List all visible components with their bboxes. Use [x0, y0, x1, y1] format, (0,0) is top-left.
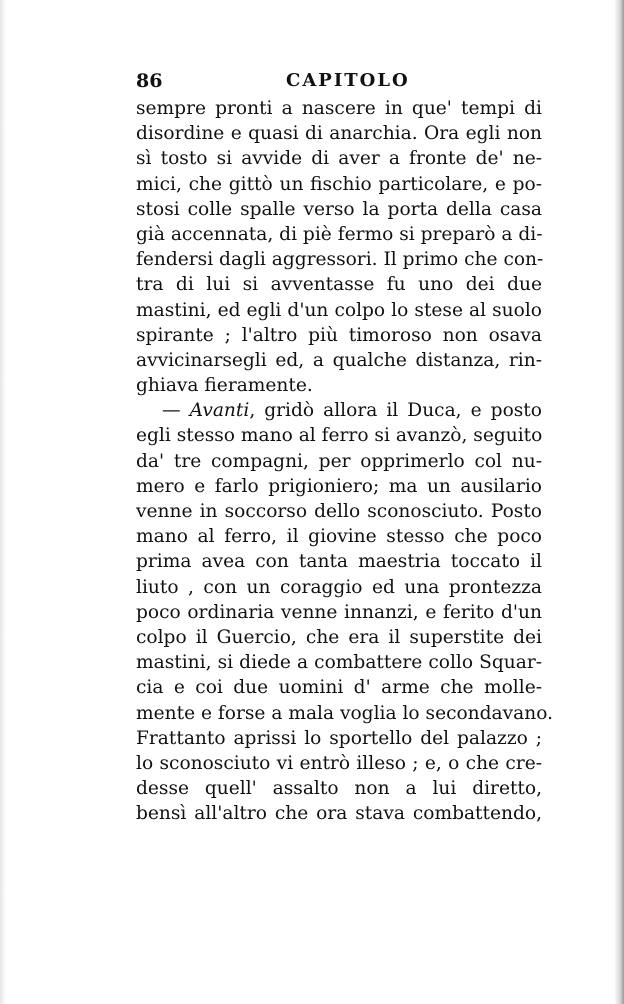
page-header [136, 66, 542, 96]
text-line: egli stesso mano al ferro si avanzò, seguito [136, 425, 543, 447]
page-number: 86 [136, 70, 163, 92]
text-line: mano al ferro, il giovine stesso che poco [136, 526, 542, 548]
text-line: tra di lui si avventasse fu uno dei due [136, 274, 542, 296]
text-line: fendersi dagli aggressori. Il primo che con- [136, 249, 544, 271]
dialogue-dash: — [162, 400, 181, 422]
text-line: lo sconosciuto vi entrò illeso ; e, o che cre- [136, 752, 542, 774]
text-line: liuto , con un coraggio ed una prontezza [136, 576, 542, 598]
text-line: Frattanto aprissi lo sportello del palazzo ; [136, 727, 542, 749]
text-line: sì tosto si avvide di aver a fronte de' ne- [136, 148, 542, 170]
text-line: bensì all'altro che ora stava combattendo, [136, 803, 542, 825]
text-line: avvicinarsegli ed, a qualche distanza, rin- [136, 349, 542, 371]
text-line: spirante ; l'altro più timoroso non osava [136, 324, 542, 346]
text-line: mero e farlo prigioniero; ma un ausilario [136, 475, 542, 497]
text-line: venne in soccorso dello sconosciuto. Posto [136, 501, 542, 522]
text-line: sempre pronti a nascere in que' tempi di [136, 98, 542, 119]
text-line: disordine e quasi di anarchia. Ora egli non [136, 123, 542, 145]
text-line: mente e forse a mala voglia lo secondavano. [136, 702, 553, 724]
text-line: prima avea con tanta maestria toccato il [136, 551, 542, 573]
text-line: da' tre compagni, per opprimerlo col nu- [136, 450, 542, 472]
text-line: ghiava fieramente. [136, 375, 313, 397]
text-line: mastini, ed egli d'un colpo lo stese al suolo [136, 299, 542, 321]
text-line: mastini, si diede a combattere collo Squar- [136, 652, 542, 674]
italic-word-avanti: Avanti [189, 400, 250, 422]
dialogue-line-rest: , gridò allora il Duca, e posto [249, 400, 542, 422]
page-gutter-shadow [0, 0, 6, 1004]
running-title: CAPITOLO [286, 70, 410, 91]
text-line: colpo il Guercio, che era il superstite dei [136, 626, 542, 648]
text-line: desse quell' assalto non a lui diretto, [136, 778, 542, 800]
page-edge-shadow [614, 0, 624, 1004]
text-line: stosi colle spalle verso la porta della casa [136, 198, 542, 220]
text-line: cia e coi due uomini d' arme che molle- [136, 677, 542, 699]
text-line: già accennata, di piè fermo si preparò a di- [136, 223, 543, 245]
text-line: poco ordinaria venne innanzi, e ferito d'un [136, 601, 542, 623]
text-line: mici, che gittò un fischio particolare, e po- [136, 173, 542, 195]
body-text [136, 96, 553, 826]
dialogue-line [136, 398, 542, 423]
